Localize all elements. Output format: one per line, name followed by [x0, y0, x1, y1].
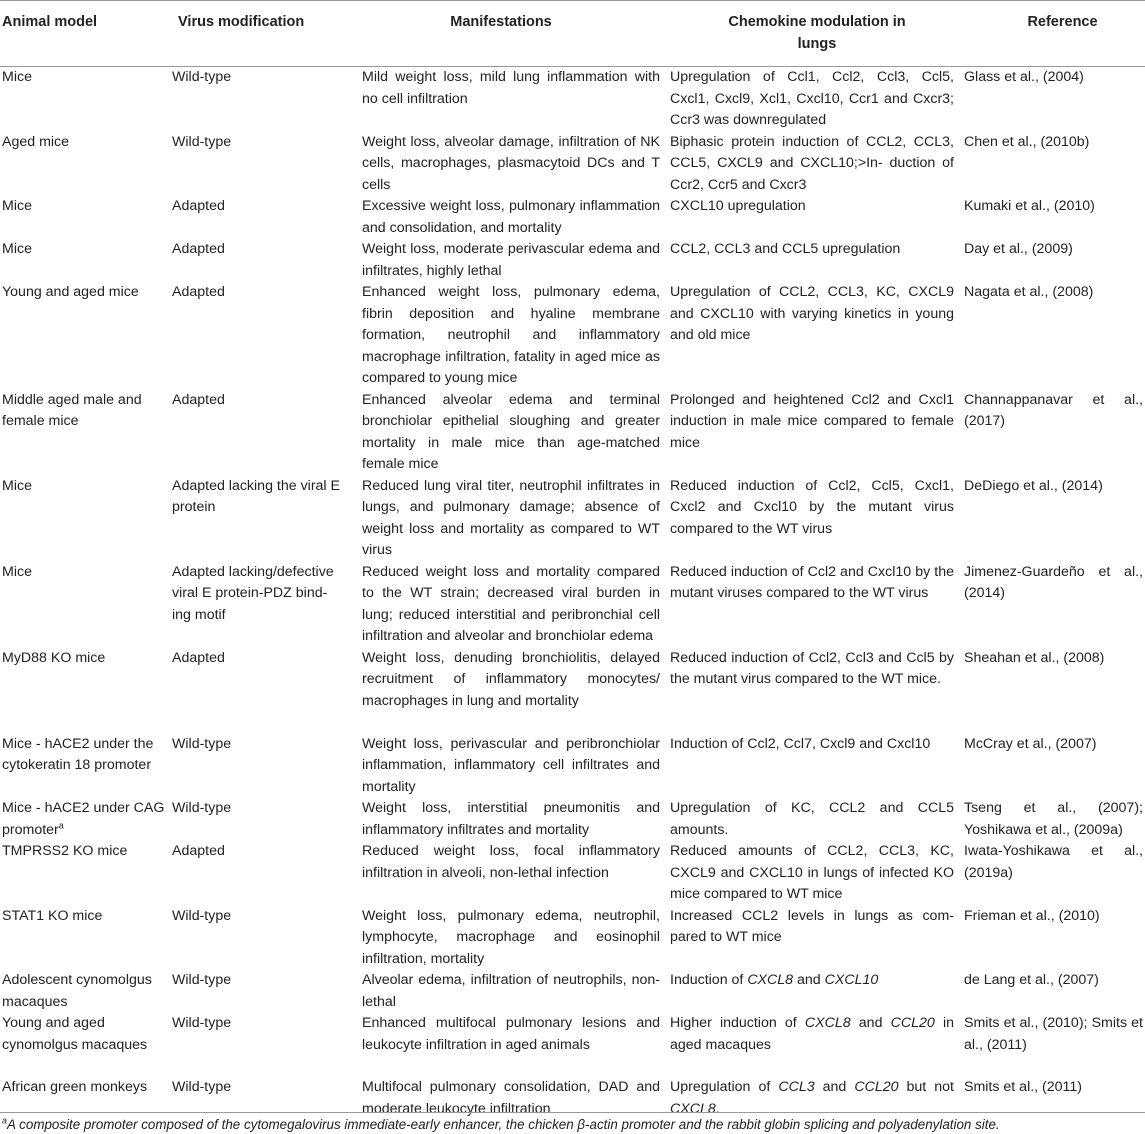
virus-modification-cell: Wild-type: [172, 906, 362, 971]
table-row: [0, 196, 1145, 239]
table-row: [0, 67, 1145, 132]
chemokine-modulation-cell: Higher induction of CXCL8 and CCL20 in aged macaques: [670, 1013, 964, 1077]
reference-cell: Smits et al., (2011): [964, 1077, 1145, 1120]
chemokine-modulation-cell: Upregulation of KC, CCL2 and CCL5 amounts.: [670, 798, 964, 841]
header-reference: Reference: [964, 1, 1145, 67]
manifestations-cell: Excessive weight loss, pulmonary inflammation and consolidation, and mortality: [362, 196, 670, 239]
chemokine-modulation-cell: Reduced induction of Ccl2 and Cxcl10 by the mutant viruses compared to the WT virus: [670, 562, 964, 648]
reference-cell: Day et al., (2009): [964, 239, 1145, 282]
animal-model-cell: Mice: [0, 239, 172, 282]
animal-model-cell: Aged mice: [0, 132, 172, 197]
manifestations-cell: Enhanced alveolar edema and terminal bronchiolar epithelial sloughing and greater mortality in male mice than age-matched female mice: [362, 390, 670, 476]
animal-model-cell: Mice: [0, 562, 172, 648]
reference-cell: Sheahan et al., (2008): [964, 648, 1145, 734]
header-row: [0, 1, 1145, 67]
table-row: [0, 970, 1145, 1013]
table-row: [0, 734, 1145, 799]
chemokine-modulation-cell: Biphasic protein induction of CCL2, CCL3, CCL5, CXCL9 and CXCL10;>In- duction of Ccr2, Ccr5 and Cxcr3: [670, 132, 964, 197]
virus-modification-cell: Wild-type: [172, 734, 362, 799]
chemokine-modulation-cell: Upregulation of Ccl1, Ccl2, Ccl3, Ccl5, Cxcl1, Cxcl9, Xcl1, Cxcl10, Ccr1 and Cxcr3; Ccr3 was downregulated: [670, 67, 964, 132]
reference-cell: Smits et al., (2010); Smits et al., (2011): [964, 1013, 1145, 1077]
virus-modification-cell: Wild-type: [172, 970, 362, 1013]
manifestations-cell: Weight loss, moderate perivascular edema and infiltrates, highly lethal: [362, 239, 670, 282]
virus-modification-cell: Adapted lacking/defective viral E protein-PDZ bind- ing motif: [172, 562, 362, 648]
table-row: [0, 841, 1145, 906]
table-header: [0, 1, 1145, 67]
animal-model-cell: STAT1 KO mice: [0, 906, 172, 971]
header-chemokine-modulation: Chemokine modulation in lungs: [670, 1, 964, 67]
virus-modification-cell: Adapted: [172, 239, 362, 282]
table-body: [0, 67, 1145, 1121]
table-footnote: [0, 1112, 1145, 1133]
animal-model-cell: Adolescent cynomolgus macaques: [0, 970, 172, 1013]
chemokine-modulation-cell: Upregulation of CCL3 and CCL20 but not CXCL8.: [670, 1077, 964, 1120]
manifestations-cell: Weight loss, perivascular and peribronchiolar inflammation, inflammatory cell infiltrates and mortality: [362, 734, 670, 799]
animal-model-cell: TMPRSS2 KO mice: [0, 841, 172, 906]
reference-cell: McCray et al., (2007): [964, 734, 1145, 799]
animal-model-cell: African green monkeys: [0, 1077, 172, 1120]
chemokine-modulation-cell: Reduced amounts of CCL2, CCL3, KC, CXCL9 and CXCL10 in lungs of infected KO mice compared to WT mice: [670, 841, 964, 906]
virus-modification-cell: Wild-type: [172, 67, 362, 132]
manifestations-cell: Weight loss, alveolar damage, infiltration of NK cells, macrophages, plasmacytoid DCs and T cells: [362, 132, 670, 197]
virus-modification-cell: Adapted: [172, 390, 362, 476]
virus-modification-cell: Adapted: [172, 282, 362, 390]
animal-model-cell: Mice - hACE2 under CAG promoter$^a$: [0, 798, 172, 841]
footnote-text: A composite promoter composed of the cytomegalovirus immediate-early enhancer, the chicken β-actin promoter and the rabbit globin splicing and polyadenylation site.: [7, 1117, 1000, 1132]
manifestations-cell: Mild weight loss, mild lung inflammation with no cell infiltration: [362, 67, 670, 132]
reference-cell: Glass et al., (2004): [964, 67, 1145, 132]
manifestations-cell: Reduced lung viral titer, neutrophil infiltrates in lungs, and pulmonary damage; absence of weight loss and mortality as compared to WT virus: [362, 476, 670, 562]
table-row: [0, 562, 1145, 648]
manifestations-cell: Weight loss, denuding bronchiolitis, delayed recruitment of inflammatory monocytes/ macrophages in lung and mortality: [362, 648, 670, 734]
manifestations-cell: Reduced weight loss, focal inflammatory infiltration in alveoli, non-lethal infection: [362, 841, 670, 906]
chemokine-modulation-cell: Increased CCL2 levels in lungs as com- pared to WT mice: [670, 906, 964, 971]
reference-cell: DeDiego et al., (2014): [964, 476, 1145, 562]
chemokine-modulation-cell: Reduced induction of Ccl2, Ccl3 and Ccl5 by the mutant virus compared to the WT mice.: [670, 648, 964, 734]
header-animal-model: Animal model: [0, 1, 172, 67]
animal-model-cell: MyD88 KO mice: [0, 648, 172, 734]
animal-model-cell: Mice: [0, 476, 172, 562]
chemokine-modulation-cell: Induction of CXCL8 and CXCL10: [670, 970, 964, 1013]
animal-model-cell: Mice - hACE2 under the cytokeratin 18 promoter: [0, 734, 172, 799]
reference-cell: Chen et al., (2010b): [964, 132, 1145, 197]
reference-cell: de Lang et al., (2007): [964, 970, 1145, 1013]
table-row: [0, 390, 1145, 476]
reference-cell: Tseng et al., (2007); Yoshikawa et al., (2009a): [964, 798, 1145, 841]
chemokine-modulation-cell: Reduced induction of Ccl2, Ccl5, Cxcl1, Cxcl2 and Cxcl10 by the mutant virus compared to the WT virus: [670, 476, 964, 562]
reference-cell: Jimenez-Guardeño et al., (2014): [964, 562, 1145, 648]
virus-modification-cell: Adapted lacking the viral E protein: [172, 476, 362, 562]
animal-model-cell: Middle aged male and female mice: [0, 390, 172, 476]
manifestations-cell: Enhanced weight loss, pulmonary edema, fibrin deposition and hyaline membrane formation, neutrophil and inflammatory macrophage infiltration, fatality in aged mice as compared to young mice: [362, 282, 670, 390]
table-row: [0, 1013, 1145, 1077]
virus-modification-cell: Adapted: [172, 196, 362, 239]
table-row: [0, 476, 1145, 562]
table-row: [0, 132, 1145, 197]
table-row: [0, 239, 1145, 282]
chemokine-modulation-cell: Prolonged and heightened Ccl2 and Cxcl1 induction in male mice compared to female mice: [670, 390, 964, 476]
table-row: [0, 282, 1145, 390]
animal-model-cell: Mice: [0, 67, 172, 132]
animal-model-cell: Mice: [0, 196, 172, 239]
table-row: [0, 648, 1145, 734]
chemokine-modulation-cell: CCL2, CCL3 and CCL5 upregulation: [670, 239, 964, 282]
virus-modification-cell: Wild-type: [172, 798, 362, 841]
reference-cell: Nagata et al., (2008): [964, 282, 1145, 390]
header-virus-modification: Virus modification: [172, 1, 362, 67]
animal-model-cell: Young and aged mice: [0, 282, 172, 390]
chemokine-modulation-cell: CXCL10 upregulation: [670, 196, 964, 239]
manifestations-cell: Alveolar edema, infiltration of neutrophils, non-lethal: [362, 970, 670, 1013]
manifestations-cell: Weight loss, pulmonary edema, neutrophil, lymphocyte, macrophage and eosinophil infiltration, mortality: [362, 906, 670, 971]
manifestations-cell: Reduced weight loss and mortality compared to the WT strain; decreased viral burden in lung; reduced interstitial and peribronchial cell infiltration and alveolar and bronchiolar edema: [362, 562, 670, 648]
animal-model-cell: Young and aged cynomolgus macaques: [0, 1013, 172, 1077]
virus-modification-cell: Wild-type: [172, 1013, 362, 1077]
header-manifestations: Manifestations: [362, 1, 670, 67]
table-row: [0, 798, 1145, 841]
reference-cell: Channappanavar et al., (2017): [964, 390, 1145, 476]
manifestations-cell: Weight loss, interstitial pneumonitis and inflammatory infiltrates and mortality: [362, 798, 670, 841]
virus-modification-cell: Adapted: [172, 841, 362, 906]
chemokine-modulation-cell: Upregulation of CCL2, CCL3, KC, CXCL9 and CXCL10 with varying kinetics in young and old mice: [670, 282, 964, 390]
reference-cell: Kumaki et al., (2010): [964, 196, 1145, 239]
table-row: [0, 906, 1145, 971]
chemokine-modulation-cell: Induction of Ccl2, Ccl7, Cxcl9 and Cxcl10: [670, 734, 964, 799]
virus-modification-cell: Adapted: [172, 648, 362, 734]
manifestations-cell: Multifocal pulmonary consolidation, DAD and moderate leukocyte infiltration: [362, 1077, 670, 1120]
virus-modification-cell: Wild-type: [172, 132, 362, 197]
reference-cell: Iwata-Yoshikawa et al., (2019a): [964, 841, 1145, 906]
footnote-marker: a: [2, 1115, 8, 1126]
reference-cell: Frieman et al., (2010): [964, 906, 1145, 971]
virus-modification-cell: Wild-type: [172, 1077, 362, 1120]
manifestations-cell: Enhanced multifocal pulmonary lesions and leukocyte infiltration in aged animals: [362, 1013, 670, 1077]
